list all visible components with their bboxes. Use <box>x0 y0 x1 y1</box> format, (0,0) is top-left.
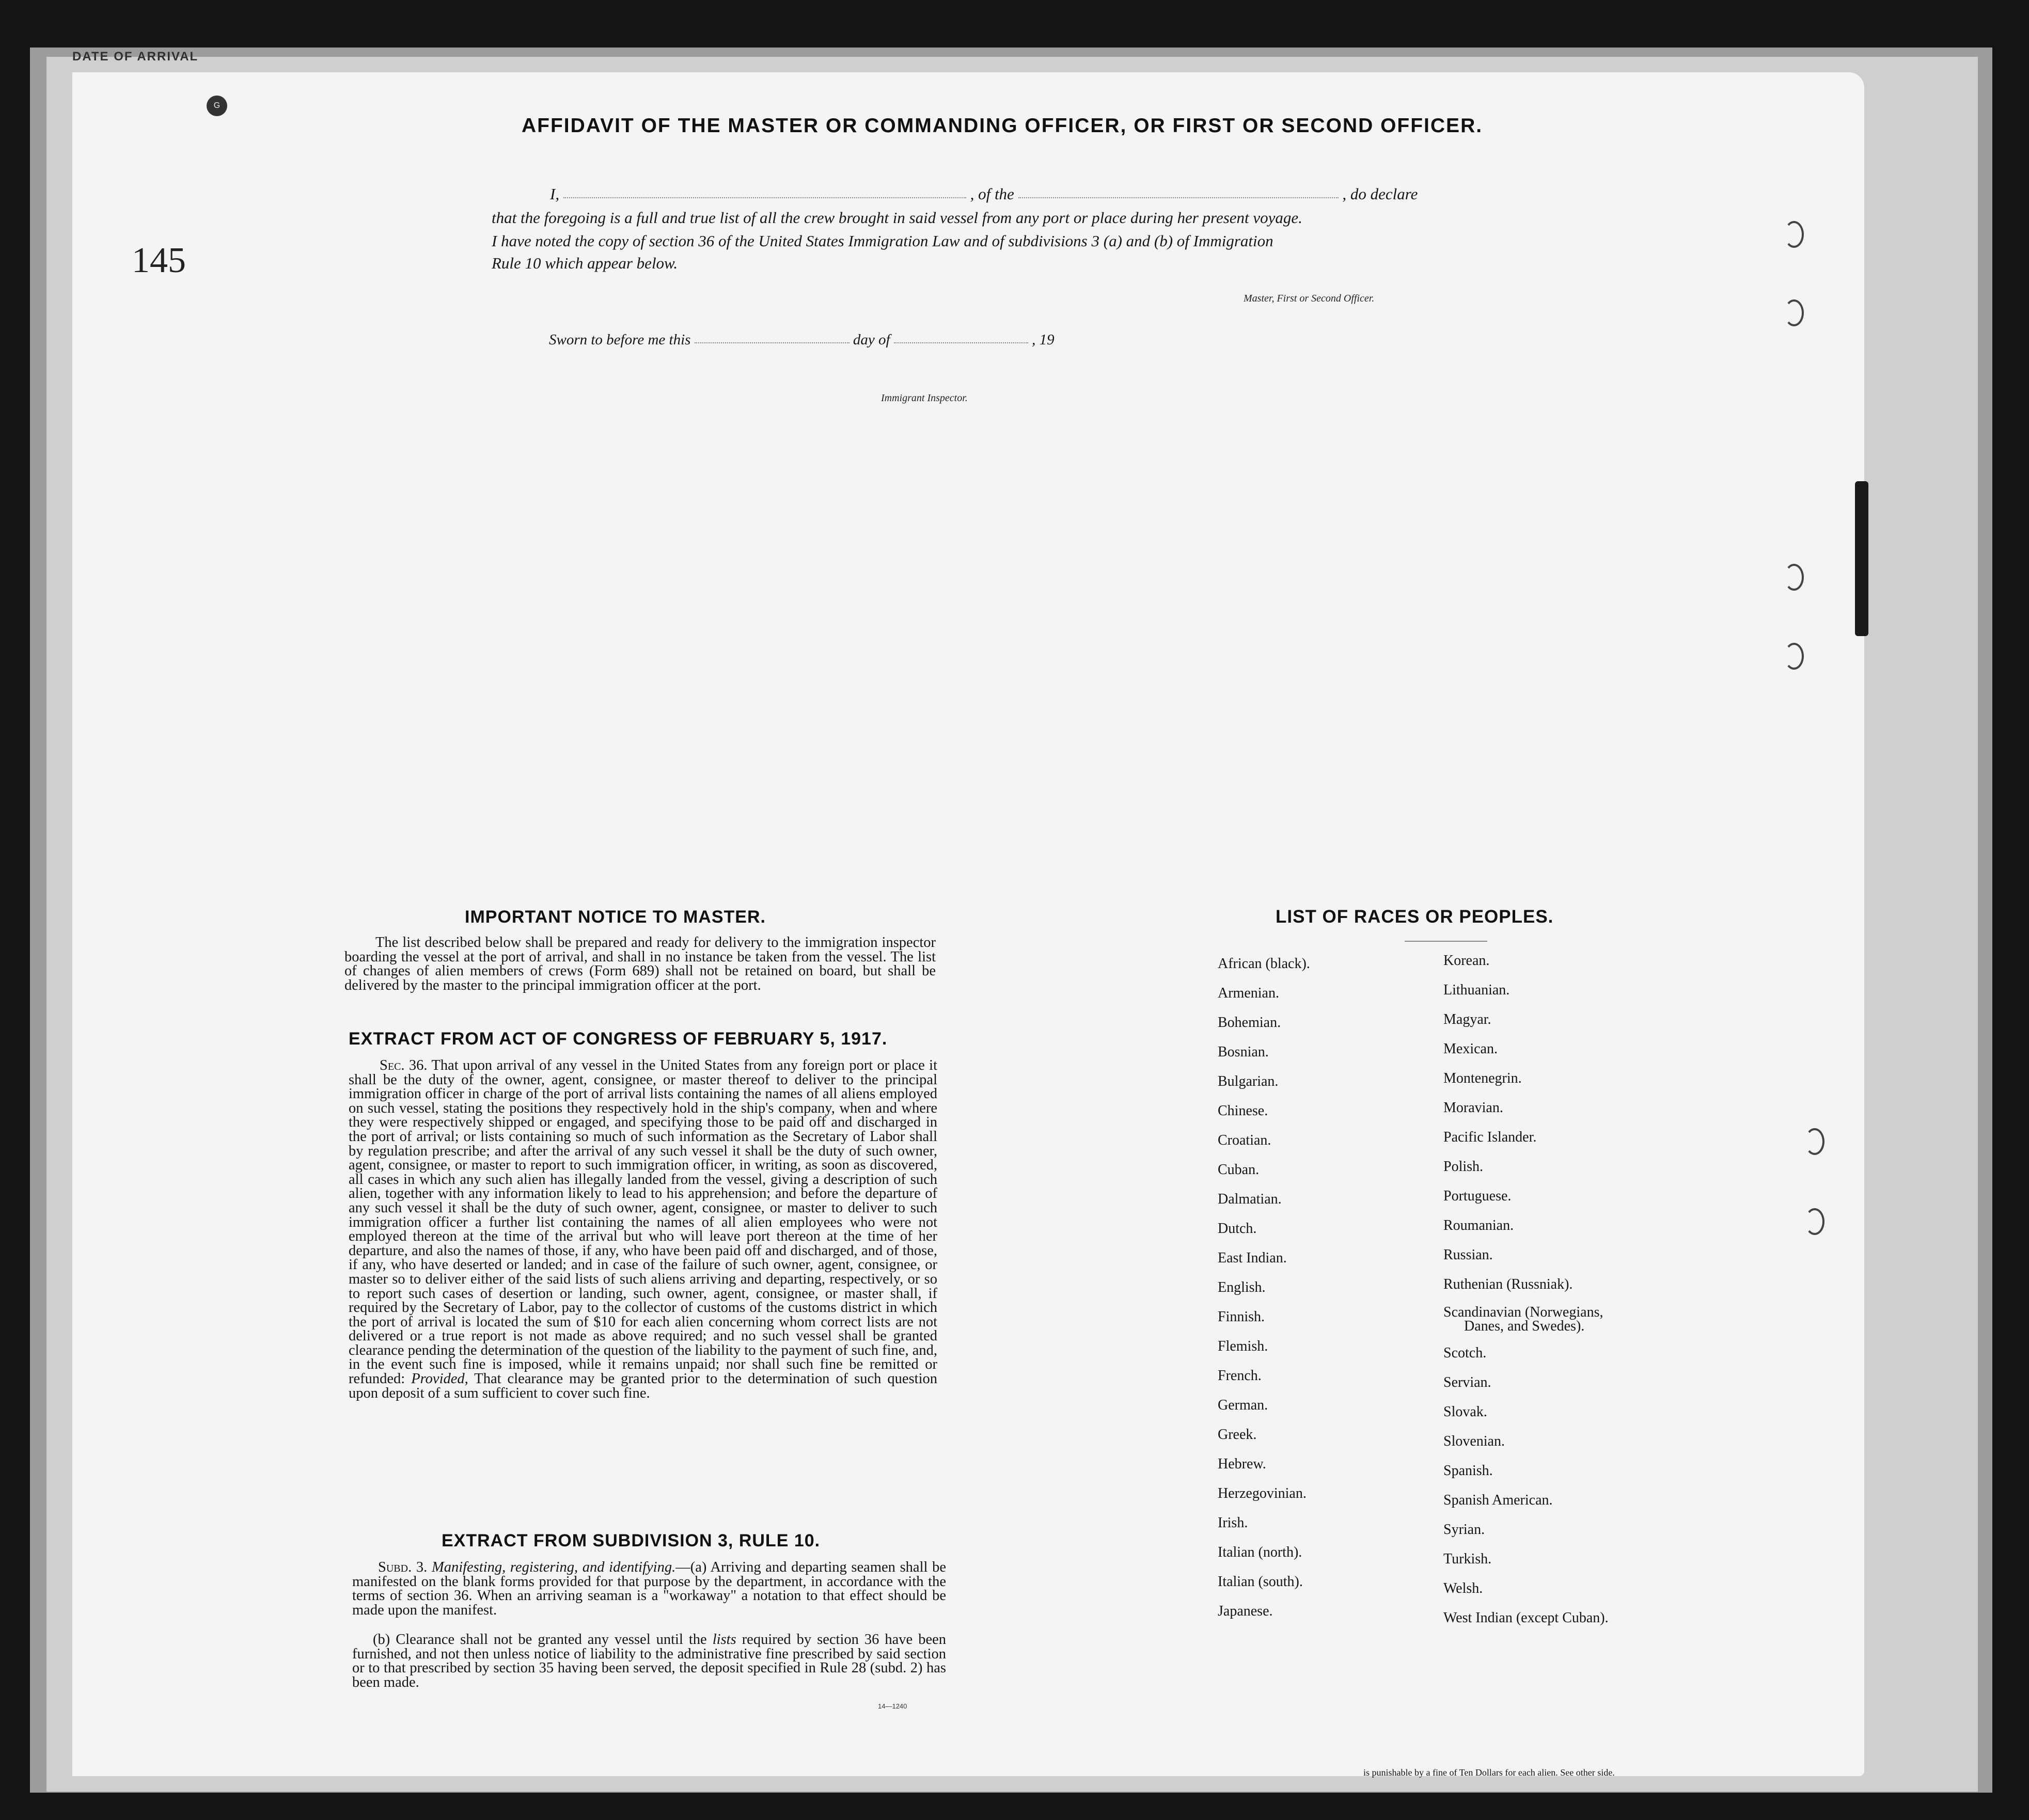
race-item-line: Danes, and Swedes). <box>1464 1318 1585 1334</box>
header-strip: DATE OF ARRIVAL <box>72 50 199 64</box>
races-title-rule <box>1405 941 1487 942</box>
rule-para-a <box>352 1560 946 1617</box>
race-item: Italian (north). <box>1218 1544 1302 1560</box>
affidavit-line-3: I have noted the copy of section 36 of the United States Immigration Law and of subdivisions 3 (a) and (b) of Immigration <box>492 232 1273 250</box>
sworn-label: Sworn to before me this <box>549 331 691 348</box>
month-blank[interactable] <box>894 338 1028 343</box>
race-item: Bohemian. <box>1218 1015 1281 1031</box>
race-item: Flemish. <box>1218 1338 1268 1354</box>
vessel-blank[interactable] <box>1018 193 1339 198</box>
affidavit-i: I, <box>550 185 560 203</box>
race-item: Italian (south). <box>1218 1574 1303 1590</box>
race-item: German. <box>1218 1397 1268 1413</box>
punch-hole-icon <box>1784 643 1804 670</box>
race-item: Moravian. <box>1443 1100 1503 1116</box>
race-item: Finnish. <box>1218 1309 1265 1325</box>
race-item: Dutch. <box>1218 1221 1257 1237</box>
corner-stamp: G <box>207 96 227 116</box>
race-item: Slovak. <box>1443 1404 1487 1420</box>
race-item: Scotch. <box>1443 1345 1487 1361</box>
rule-para-b-start: (b) Clearance shall not be granted any vessel until the <box>373 1632 707 1648</box>
race-item: Slovenian. <box>1443 1433 1505 1449</box>
race-item: Herzegovinian. <box>1218 1485 1307 1501</box>
affidavit-of-the: , of the <box>970 185 1014 203</box>
race-item: Greek. <box>1218 1427 1257 1443</box>
provided-word: Provided, <box>411 1371 468 1387</box>
race-item: Croatian. <box>1218 1132 1271 1148</box>
act-extract-title: EXTRACT FROM ACT OF CONGRESS OF FEBRUARY 5, 1917. <box>349 1029 888 1049</box>
race-item: Syrian. <box>1443 1522 1485 1538</box>
race-item: Polish. <box>1443 1159 1484 1175</box>
race-item: Spanish American. <box>1443 1492 1553 1508</box>
year-prefix: , 19 <box>1032 331 1055 348</box>
form-code: 14—1240 <box>878 1702 907 1710</box>
races-right-column <box>1443 946 1609 1633</box>
race-item: Magyar. <box>1443 1011 1491 1027</box>
affidavit-line-4: Rule 10 which appear below. <box>492 254 678 272</box>
race-item: Russian. <box>1443 1247 1493 1263</box>
day-of-label: day of <box>853 331 890 348</box>
sec-label: Sec. 36. <box>380 1057 428 1073</box>
race-item: Irish. <box>1218 1515 1248 1531</box>
affidavit-title: AFFIDAVIT OF THE MASTER OR COMMANDING OFFICER, OR FIRST OR SECOND OFFICER. <box>522 115 1483 137</box>
subd-heading: Manifesting, registering, and identifying. <box>431 1559 676 1575</box>
race-item: Welsh. <box>1443 1580 1483 1596</box>
rule-para-b <box>352 1633 946 1689</box>
rule-para-b-end: required by section 36 have been furnished, and not then unless notice of liability to the administrative fine prescribed by said section or to that prescribed by section 35 having been served, the deposit specified in Rule 28 (subd. 2) has been made. <box>352 1632 947 1690</box>
race-item: French. <box>1218 1368 1262 1384</box>
race-item: Armenian. <box>1218 985 1279 1001</box>
punch-hole-icon <box>1805 1128 1824 1155</box>
race-item: West Indian (except Cuban). <box>1443 1610 1609 1626</box>
notice-text: The list described below shall be prepared and ready for delivery to the immigration inspector boarding the vessel at the port of arrival, and shall in no instance be taken from the vessel. The list of changes of alien members of crews (Form 689) shall not be retained on board, but shall be delivered by the master to the principal immigration officer at the port. <box>344 935 936 993</box>
notice-title: IMPORTANT NOTICE TO MASTER. <box>465 907 766 927</box>
race-item: Mexican. <box>1443 1041 1498 1057</box>
sec-36-text: That upon arrival of any vessel in the United States from any foreign port or place it shall be the duty of the owner, agent, consignee, or master thereof to deliver to the principal immigration officer in charge of the port of arrival lists containing the names of all aliens employed on such vessel, stating the positions they respectively hold in the ship's company, when and where they were respectively shipped or engaged, and specifying those to be paid off and discharged in the port of arrival; or lists containing so much of such information as the Secretary of Labor shall by regulation prescribe; and after the arrival of any such vessel it shall be the duty of such owner, agent, consignee, or master to report to such immigration officer, in writing, as soon as discovered, all cases in which any such alien has illegally landed from the vessel, giving a description of such alien, together with any information likely to lead to his apprehension; and before the departure of any such vessel it shall be the duty of such owner, agent, consignee, or master to deliver to such immigration officer a further list containing the names of all alien employees who were not employed thereon at the time of the arrival but who will leave port thereon at the time of her departure, and also the names of those, if any, who have been paid off and discharged, and of those, if any, who have deserted or landed; and in case of the failure of such owner, agent, consignee, or master so to deliver either of the said lists of such aliens arriving and departing, respectively, or so to report such cases of desertion or landing, such owner, agent, consignee, or master shall, if required by the Secretary of Labor, pay to the collector of customs of the customs district in which the port of arrival is located the sum of $10 for each alien concerning whom correct lists are not delivered or a true report is not made as above required; and no such vessel shall be granted clearance pending the determination of the question of the liability to the payment of such fine, and, in the event such fine is imposed, while it remains unpaid; nor shall such fine be remitted or refunded: <box>349 1057 937 1387</box>
race-item: Hebrew. <box>1218 1456 1266 1472</box>
race-item: Ruthenian (Russniak). <box>1443 1276 1573 1292</box>
race-item: Cuban. <box>1218 1162 1260 1178</box>
race-item: Pacific Islander. <box>1443 1129 1537 1145</box>
name-blank[interactable] <box>563 193 966 198</box>
race-item: Bulgarian. <box>1218 1073 1279 1089</box>
race-item: Dalmatian. <box>1218 1191 1282 1207</box>
affidavit-line-1 <box>550 185 1418 203</box>
race-item-scandinavian <box>1443 1299 1609 1338</box>
punch-hole-icon <box>1805 1208 1824 1235</box>
race-item: Japanese. <box>1218 1603 1273 1619</box>
sworn-line <box>549 331 1055 349</box>
race-item: Spanish. <box>1443 1463 1493 1479</box>
race-item: English. <box>1218 1279 1266 1295</box>
footer-note: is punishable by a fine of Ten Dollars for each alien. See other side. <box>1363 1767 1615 1778</box>
race-item: Bosnian. <box>1218 1044 1269 1060</box>
subd-label: Subd. 3. <box>378 1559 428 1575</box>
races-title: LIST OF RACES OR PEOPLES. <box>1276 907 1554 927</box>
race-item: Korean. <box>1443 953 1490 969</box>
race-item: African (black). <box>1218 956 1310 972</box>
punch-hole-icon <box>1784 299 1804 326</box>
page-number: 145 <box>132 241 186 280</box>
race-item: Lithuanian. <box>1443 982 1510 998</box>
sec-36-text-end: That clearance may be granted prior to the determination of such question upon deposit of a sum sufficient to cover such fine. <box>349 1371 937 1401</box>
race-item: Roumanian. <box>1443 1217 1514 1233</box>
signature-label: Master, First or Second Officer. <box>1244 293 1375 304</box>
rule-para-b-lists: lists <box>712 1632 736 1648</box>
race-item-line: Scandinavian (Norwegians, <box>1443 1304 1603 1320</box>
binding-tab <box>1855 481 1868 636</box>
affidavit-line-2: that the foregoing is a full and true list of all the crew brought in said vessel from any port or place during her present voyage. <box>492 209 1302 227</box>
race-item: Montenegrin. <box>1443 1070 1522 1086</box>
race-item: East Indian. <box>1218 1250 1287 1266</box>
rule-para-a-text: —(a) Arriving and departing seamen shall be manifested on the blank forms provided for that purpose by the department, in accordance with the terms of section 36. When an arriving seaman is a "workaway" a notation to that effect should be made upon the manifest. <box>352 1559 946 1618</box>
rule-extract-title: EXTRACT FROM SUBDIVISION 3, RULE 10. <box>442 1531 821 1550</box>
act-extract-text <box>349 1058 937 1400</box>
affidavit-declare: , do declare <box>1342 185 1418 203</box>
inspector-label: Immigrant Inspector. <box>881 392 968 404</box>
race-item: Turkish. <box>1443 1551 1492 1567</box>
race-item: Portuguese. <box>1443 1188 1512 1204</box>
race-item: Servian. <box>1443 1374 1491 1390</box>
race-item: Chinese. <box>1218 1103 1268 1119</box>
day-blank[interactable] <box>695 338 850 343</box>
races-left-column <box>1218 949 1310 1626</box>
punch-hole-icon <box>1784 564 1804 591</box>
punch-hole-icon <box>1784 221 1804 248</box>
